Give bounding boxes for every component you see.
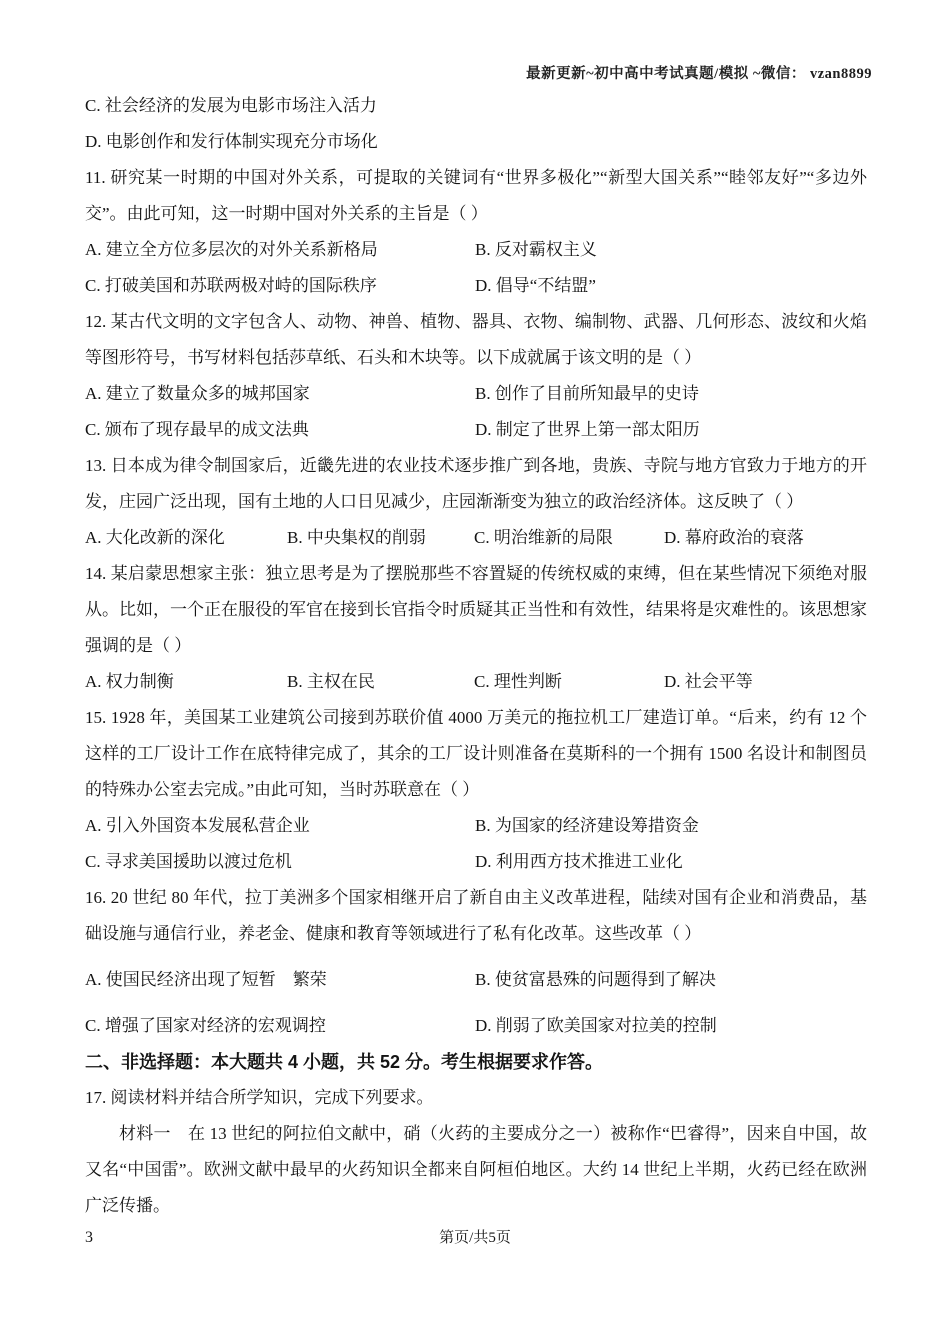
q16-options-row-1 [85, 962, 867, 998]
q14-option-b: B. 主权在民 [287, 672, 375, 691]
q13-options-row [85, 520, 867, 556]
q14-option-a: A. 权力制衡 [85, 672, 174, 691]
question-17-material-1: 材料一 在 13 世纪的阿拉伯文献中，硝（火药的主要成分之一）被称作“巴睿得”，因来自中国，故又名“中国雷”。欧洲文献中最早的火药知识全都来自阿桓伯地区。大约 14 世纪上半期，火药已经在欧洲广泛传播。 [85, 1124, 867, 1215]
q15-option-c: C. 寻求美国援助以渡过危机 [85, 852, 292, 871]
q13-option-d: D. 幕府政治的衰落 [664, 528, 804, 547]
q14-option-c: C. 理性判断 [474, 672, 562, 691]
q10-option-c: C. 社会经济的发展为电影市场注入活力 [85, 96, 377, 115]
q12-option-a: A. 建立了数量众多的城邦国家 [85, 384, 310, 403]
q14-option-d: D. 社会平等 [664, 672, 753, 691]
exam-content [85, 88, 867, 1224]
q10-option-d: D. 电影创作和发行体制实现充分市场化 [85, 132, 378, 151]
q11-option-b: B. 反对霸权主义 [475, 240, 597, 259]
q13-option-c: C. 明治维新的局限 [474, 528, 613, 547]
question-14-stem: 14. 某启蒙思想家主张：独立思考是为了摆脱那些不容置疑的传统权威的束缚，但在某些情况下须绝对服从。比如，一个正在服役的军官在接到长官指令时质疑其正当性和有效性，结果将是灾难性的。该思想家强调的是（ ） [85, 564, 867, 655]
q11-option-a: A. 建立全方位多层次的对外关系新格局 [85, 240, 378, 259]
q16-option-b: B. 使贫富悬殊的问题得到了解决 [475, 970, 716, 989]
question-17-intro: 17. 阅读材料并结合所学知识，完成下列要求。 [85, 1088, 434, 1107]
section-2-header: 二、非选择题：本大题共 4 小题，共 52 分。考生根据要求作答。 [85, 1052, 604, 1072]
q15-options-row-1 [85, 808, 867, 844]
page-count-info: 第页/共5页 [439, 1230, 511, 1246]
q11-options-row-2 [85, 268, 867, 304]
page-number: 3 [85, 1229, 93, 1246]
q13-option-a: A. 大化改新的深化 [85, 528, 225, 547]
q15-option-b: B. 为国家的经济建设筹措资金 [475, 816, 699, 835]
page-footer [0, 1226, 950, 1250]
question-16-stem: 16. 20 世纪 80 年代，拉丁美洲多个国家相继开启了新自由主义改革进程，陆续对国有企业和消费品，基础设施与通信行业，养老金、健康和教育等领域进行了私有化改革。这些改革（ ） [85, 888, 867, 943]
question-12-stem: 12. 某古代文明的文字包含人、动物、神兽、植物、器具、衣物、编制物、武器、几何形态、波纹和火焰等图形符号，书写材料包括莎草纸、石头和木块等。以下成就属于该文明的是（ ） [85, 312, 867, 367]
q15-option-d: D. 利用西方技术推进工业化 [475, 852, 683, 871]
q11-option-c: C. 打破美国和苏联两极对峙的国际秩序 [85, 276, 377, 295]
question-15-stem: 15. 1928 年，美国某工业建筑公司接到苏联价值 4000 万美元的拖拉机工厂建造订单。“后来，约有 12 个这样的工厂设计工作在底特律完成了，其余的工厂设计则准备在莫斯科的一个拥有 1500 名设计和制图员的特殊办公室去完成。”由此可知，当时苏联意在（ ） [85, 708, 867, 799]
q14-options-row [85, 664, 867, 700]
q12-option-d: D. 制定了世界上第一部太阳历 [475, 420, 700, 439]
q13-option-b: B. 中央集权的削弱 [287, 528, 426, 547]
q15-options-row-2 [85, 844, 867, 880]
q12-option-b: B. 创作了目前所知最早的史诗 [475, 384, 699, 403]
q16-option-c: C. 增强了国家对经济的宏观调控 [85, 1016, 326, 1035]
q12-option-c: C. 颁布了现存最早的成文法典 [85, 420, 309, 439]
question-11-stem: 11. 研究某一时期的中国对外关系，可提取的关键词有“世界多极化”“新型大国关系”“睦邻友好”“多边外交”。由此可知，这一时期中国对外关系的主旨是（ ） [85, 168, 867, 223]
q11-options-row-1 [85, 232, 867, 268]
q12-options-row-1 [85, 376, 867, 412]
question-13-stem: 13. 日本成为律令制国家后，近畿先进的农业技术逐步推广到各地，贵族、寺院与地方官致力于地方的开发，庄园广泛出现，国有土地的人口日见减少，庄园渐渐变为独立的政治经济体。这反映了（ ） [85, 456, 867, 511]
q12-options-row-2 [85, 412, 867, 448]
q16-option-d: D. 削弱了欧美国家对拉美的控制 [475, 1016, 717, 1035]
q16-options-row-2 [85, 1008, 867, 1044]
q15-option-a: A. 引入外国资本发展私营企业 [85, 816, 310, 835]
q11-option-d: D. 倡导“不结盟” [475, 276, 596, 295]
q16-option-a: A. 使国民经济出现了短暂 繁荣 [85, 970, 327, 989]
watermark-text: 最新更新~初中高中考试真题/模拟 ~微信： vzan8899 [526, 66, 872, 82]
